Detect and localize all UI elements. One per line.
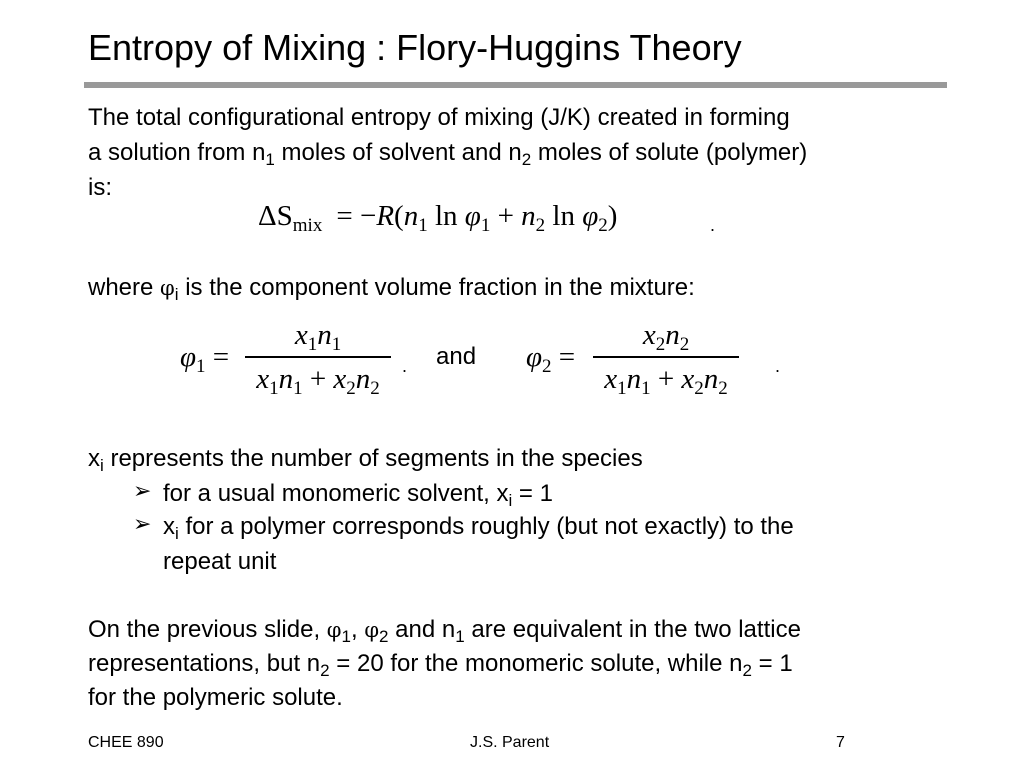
fraction-bar <box>593 356 739 358</box>
bullet-text: for a usual monomeric solvent, x <box>163 480 509 507</box>
equation-period: . <box>710 215 716 235</box>
delta-s-symbol: ΔS <box>258 200 293 232</box>
subscript: 1 <box>307 334 318 355</box>
subscript: 1 <box>455 627 465 646</box>
where-line <box>88 271 695 305</box>
variable: x <box>294 319 308 351</box>
phi2-lhs <box>526 340 576 377</box>
subscript: i <box>174 285 179 304</box>
segments-text: x <box>88 445 100 472</box>
phi1-fraction <box>245 318 391 399</box>
subscript: 2 <box>655 334 666 355</box>
fraction-bar <box>245 356 391 358</box>
closing-text: representations, but n <box>88 650 321 677</box>
plus-sign: + <box>650 363 682 395</box>
phi-symbol: φ <box>160 276 175 300</box>
bullet-arrow-icon: ➢ <box>133 478 152 503</box>
bullet-arrow-icon: ➢ <box>133 511 152 536</box>
where-text: is the component volume fraction in the mixture: <box>178 274 695 301</box>
subscript: 1 <box>293 378 303 399</box>
footer-page-number: 7 <box>836 734 845 751</box>
footer-author: J.S. Parent <box>470 734 550 751</box>
where-text: where <box>88 274 161 301</box>
ln-operator: ln <box>427 200 465 232</box>
variable: x <box>681 363 695 395</box>
subscript: i <box>508 491 513 510</box>
closing-line-1 <box>88 613 801 647</box>
subscript: 2 <box>694 378 704 399</box>
subscript: 1 <box>269 378 279 399</box>
bullet-text: for a polymer corresponds roughly (but not exactly) to the <box>178 513 794 540</box>
and-label: and <box>436 343 477 370</box>
equals-sign: = <box>551 341 576 373</box>
variable: n <box>355 363 371 395</box>
phi-symbol: φ <box>526 341 543 373</box>
subscript: 1 <box>265 150 275 169</box>
variable: x <box>333 363 347 395</box>
fraction1-period: . <box>402 356 408 376</box>
subscript: mix <box>292 215 323 236</box>
subscript: 2 <box>370 378 380 399</box>
entropy-equation <box>258 199 618 236</box>
variable: n <box>703 363 719 395</box>
intro-line-1: The total configurational entropy of mixing (J/K) created in forming <box>88 104 790 131</box>
subscript: 1 <box>480 215 491 236</box>
intro-text: moles of solute (polymer) <box>531 139 808 166</box>
closing-line-3: for the polymeric solute. <box>88 684 343 711</box>
subscript: 2 <box>346 378 356 399</box>
closing-line-2 <box>88 647 793 681</box>
variable: n <box>403 200 419 232</box>
subscript: 1 <box>331 334 342 355</box>
fraction-numerator <box>593 318 739 355</box>
intro-text: moles of solvent and n <box>274 139 522 166</box>
subscript: 1 <box>617 378 627 399</box>
intro-line-2 <box>88 136 807 170</box>
phi1-lhs <box>180 340 230 377</box>
title-divider <box>84 82 947 88</box>
bullet-text: = 1 <box>512 480 553 507</box>
segments-text: represents the number of segments in the species <box>103 445 643 472</box>
bullet-item-1 <box>163 477 553 511</box>
subscript: i <box>100 456 104 475</box>
closing-text: = 1 <box>751 650 793 677</box>
variable: n <box>317 319 332 351</box>
equals-sign: = − <box>336 200 377 232</box>
plus-sign: + <box>490 200 522 232</box>
segments-heading <box>88 442 643 476</box>
variable: n <box>278 363 294 395</box>
subscript: 2 <box>535 215 546 236</box>
intro-text: a solution from n <box>88 139 266 166</box>
paren: ) <box>607 200 618 232</box>
variable: n <box>626 363 642 395</box>
subscript: 1 <box>341 627 351 646</box>
subscript: 2 <box>742 661 752 680</box>
intro-line-3: is: <box>88 174 112 201</box>
variable: n <box>665 319 680 351</box>
variable: x <box>256 363 270 395</box>
subscript: 2 <box>679 334 690 355</box>
fraction-denominator <box>245 362 391 399</box>
closing-text: , <box>350 616 365 643</box>
equals-sign: = <box>205 341 230 373</box>
variable: n <box>521 200 536 232</box>
phi-symbol: φ <box>180 341 197 373</box>
phi-symbol: φ <box>326 618 342 642</box>
subscript: 2 <box>718 378 728 399</box>
closing-text: On the previous slide, <box>88 616 327 643</box>
subscript: i <box>175 524 179 543</box>
paren: ( <box>394 200 404 232</box>
subscript: 2 <box>598 215 608 236</box>
phi-symbol: φ <box>364 618 380 642</box>
fraction-denominator <box>593 362 739 399</box>
fraction-numerator <box>245 318 391 355</box>
subscript: 2 <box>379 627 389 646</box>
ln-operator: ln <box>545 200 583 232</box>
phi-symbol: φ <box>464 200 481 232</box>
variable: x <box>604 363 618 395</box>
bullet-item-2-continued: repeat unit <box>163 548 277 575</box>
subscript: 2 <box>320 661 330 680</box>
variable: x <box>642 319 656 351</box>
subscript: 2 <box>542 356 552 377</box>
closing-text: and n <box>388 616 456 643</box>
subscript: 1 <box>641 378 651 399</box>
closing-text: = 20 for the monomeric solute, while n <box>329 650 743 677</box>
plus-sign: + <box>302 363 334 395</box>
bullet-text: x <box>163 513 175 540</box>
subscript: 1 <box>196 356 206 377</box>
phi2-fraction <box>593 318 739 399</box>
phi-symbol: φ <box>582 200 599 232</box>
fraction2-period: . <box>775 356 781 376</box>
gas-constant: R <box>376 200 395 232</box>
slide-title: Entropy of Mixing : Flory-Huggins Theory <box>88 27 742 68</box>
footer-course: CHEE 890 <box>88 734 164 751</box>
subscript: 2 <box>521 150 532 169</box>
bullet-item-2 <box>163 510 794 544</box>
subscript: 1 <box>418 215 428 236</box>
closing-text: are equivalent in the two lattice <box>464 616 801 643</box>
